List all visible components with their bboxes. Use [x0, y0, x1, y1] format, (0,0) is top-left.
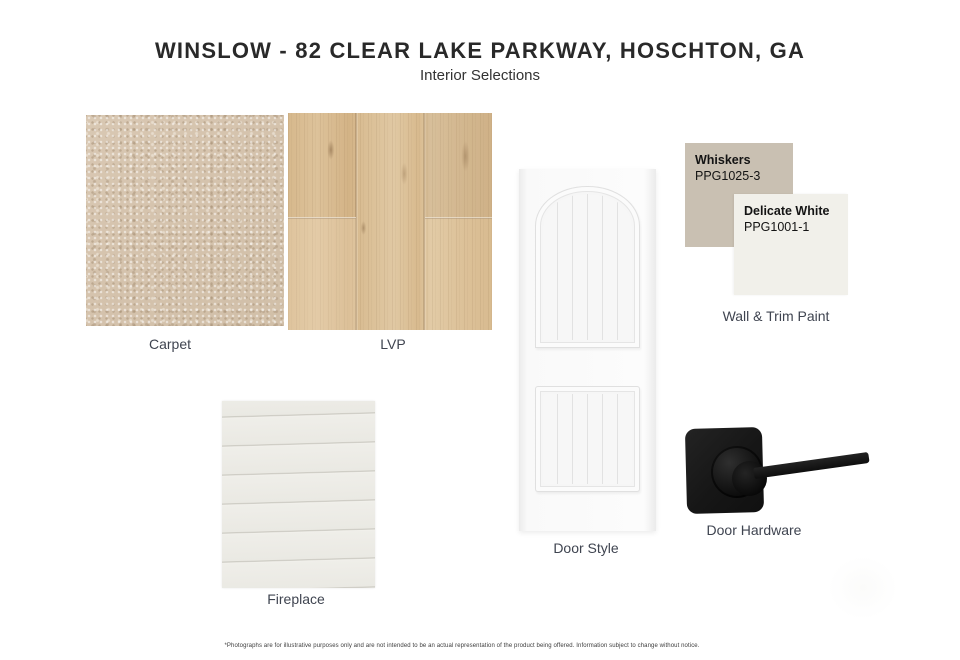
lvp-label: LVP — [380, 336, 406, 352]
page-title: WINSLOW - 82 CLEAR LAKE PARKWAY, HOSCHTON, GA — [154, 38, 806, 63]
door-panel-grooves — [543, 194, 632, 340]
paint-chip-code: PPG1025-3 — [695, 169, 761, 184]
door-bottom-panel — [535, 386, 640, 492]
door-style-label: Door Style — [553, 540, 619, 556]
lvp-swatch-image — [288, 113, 492, 330]
faint-scan-artifact — [828, 556, 898, 620]
fireplace-label: Fireplace — [267, 591, 325, 607]
door-hardware-label: Door Hardware — [706, 522, 802, 538]
paint-chip-code: PPG1001-1 — [744, 220, 810, 235]
paint-chip-name: Whiskers — [695, 153, 751, 167]
lvp-plank-highlight — [288, 217, 356, 330]
paint-chip-delicate-white — [734, 194, 848, 295]
door-style-image — [519, 169, 656, 531]
paint-chip-name: Delicate White — [744, 204, 830, 218]
fireplace-swatch-image — [222, 401, 375, 588]
carpet-label: Carpet — [148, 336, 192, 352]
carpet-swatch-image — [86, 115, 284, 326]
page-subtitle: Interior Selections — [419, 67, 541, 84]
lvp-plank-joint — [425, 217, 492, 219]
shiplap-planks — [222, 401, 375, 588]
hardware-lever — [753, 452, 869, 479]
photo-disclaimer: *Photographs are for illustrative purposes only and are not intended to be an actual representation of the product being offered. Information subject to change without notice. — [224, 643, 700, 649]
door-panel-grooves — [543, 394, 632, 484]
lvp-plank-joint — [288, 217, 356, 219]
lvp-plank-shading — [425, 113, 492, 217]
wall-trim-paint-label: Wall & Trim Paint — [722, 308, 830, 324]
door-hardware-image — [684, 426, 874, 518]
door-top-panel — [535, 186, 640, 348]
